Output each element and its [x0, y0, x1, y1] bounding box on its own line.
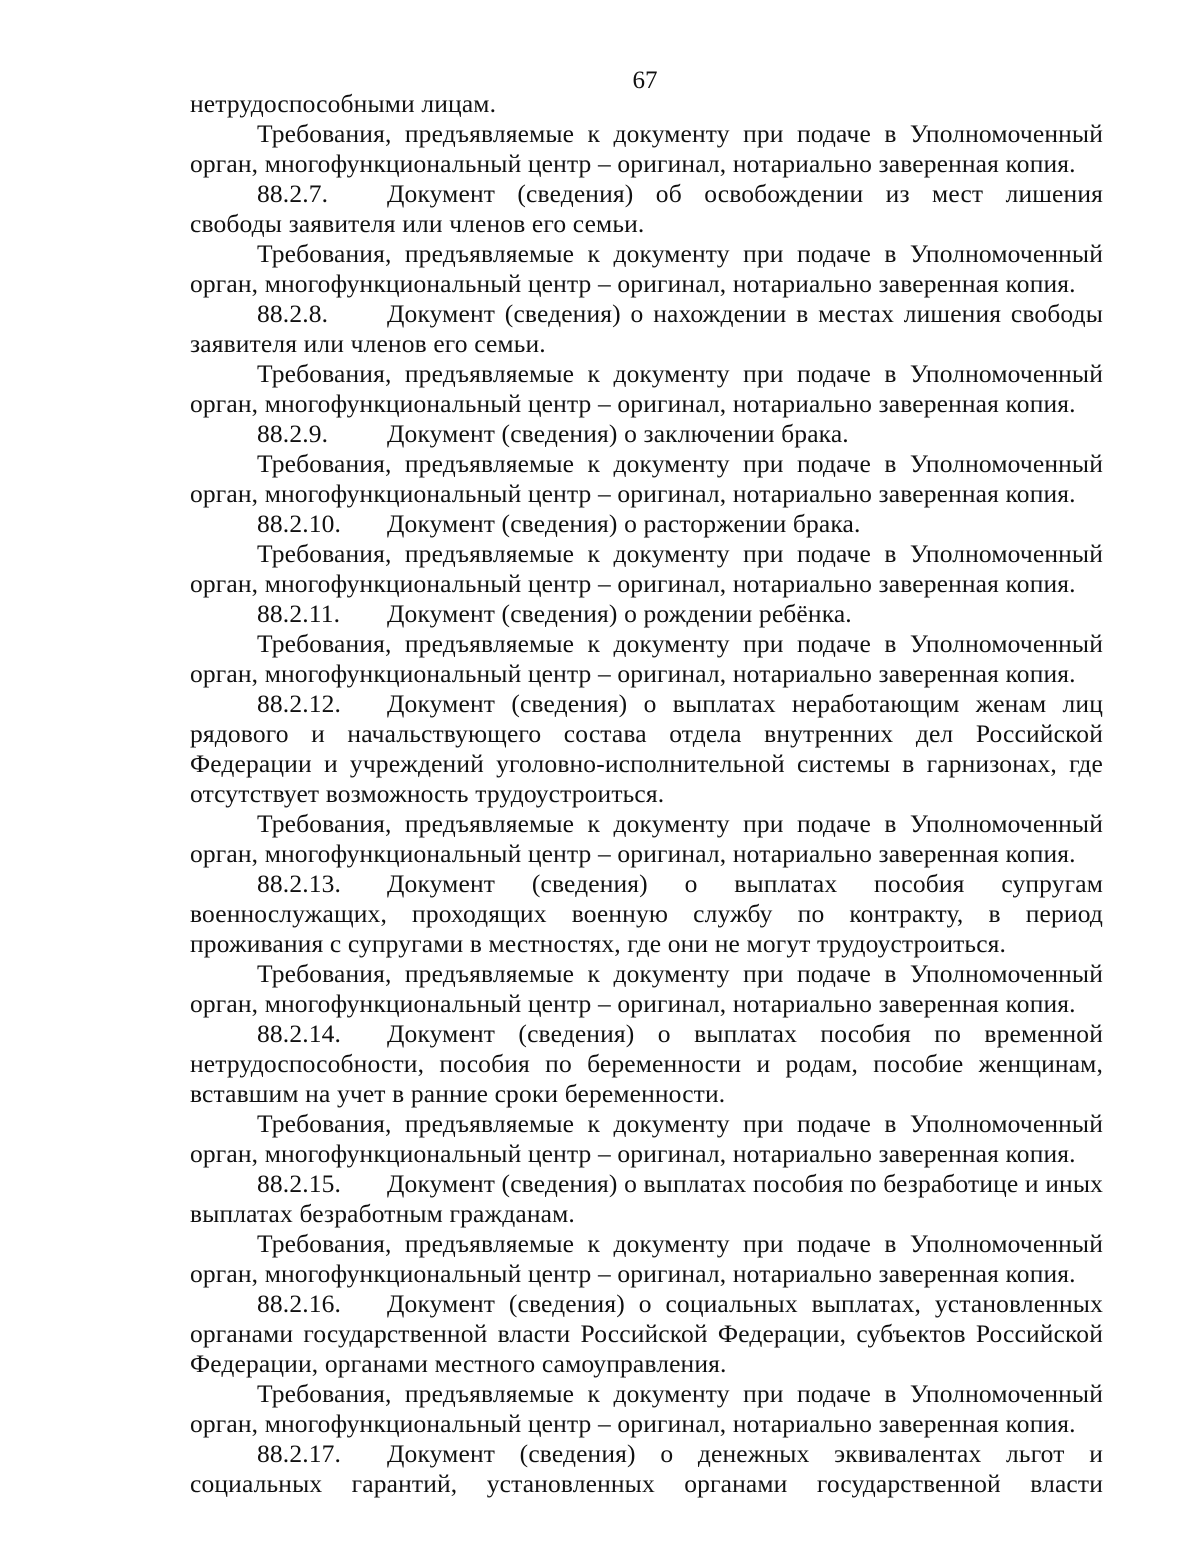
requirement-paragraph: Требования, предъявляемые к документу при подаче в Уполномоченный орган, многофункциональный центр – оригинал, нотариально заверенная копия.: [190, 539, 1103, 598]
item-text: Документ (сведения) о выплатах пособия супругам военнослужащих, проходящих военную службу по контракту, в период проживания с супругами в местностях, где они не могут трудоустроиться.: [190, 869, 1103, 958]
item-text: Документ (сведения) о социальных выплатах, установленных органами государственной власти Российской Федерации, субъектов Российской Федерации, органами местного самоуправления.: [190, 1289, 1103, 1378]
item-88-2-14: [190, 1019, 1103, 1109]
item-number: 88.2.9.: [257, 419, 329, 448]
requirement-paragraph: Требования, предъявляемые к документу при подаче в Уполномоченный орган, многофункциональный центр – оригинал, нотариально заверенная копия.: [190, 959, 1103, 1018]
requirement-paragraph: Требования, предъявляемые к документу при подаче в Уполномоченный орган, многофункциональный центр – оригинал, нотариально заверенная копия.: [190, 1379, 1103, 1438]
item-text: Документ (сведения) о нахождении в местах лишения свободы заявителя или членов его семьи.: [190, 299, 1103, 358]
requirement-paragraph: Требования, предъявляемые к документу при подаче в Уполномоченный орган, многофункциональный центр – оригинал, нотариально заверенная копия.: [190, 359, 1103, 418]
item-number: 88.2.16.: [257, 1289, 342, 1318]
item-number: 88.2.10.: [257, 509, 342, 538]
item-number: 88.2.14.: [257, 1019, 342, 1048]
requirement-paragraph: Требования, предъявляемые к документу при подаче в Уполномоченный орган, многофункциональный центр – оригинал, нотариально заверенная копия.: [190, 629, 1103, 688]
document-body: [190, 89, 1103, 1499]
item-88-2-10: [190, 509, 1103, 539]
item-number: 88.2.13.: [257, 869, 342, 898]
page-number: 67: [632, 67, 658, 94]
item-number: 88.2.12.: [257, 689, 342, 718]
requirement-paragraph: Требования, предъявляемые к документу при подаче в Уполномоченный орган, многофункциональный центр – оригинал, нотариально заверенная копия.: [190, 239, 1103, 298]
requirement-paragraph: Требования, предъявляемые к документу при подаче в Уполномоченный орган, многофункциональный центр – оригинал, нотариально заверенная копия.: [190, 809, 1103, 868]
item-number: 88.2.15.: [257, 1169, 342, 1198]
item-number: 88.2.8.: [257, 299, 329, 328]
item-text: Документ (сведения) о выплатах пособия по временной нетрудоспособности, пособия по беременности и родам, пособие женщинам, вставшим на учет в ранние сроки беременности.: [190, 1019, 1103, 1108]
item-88-2-15: [190, 1169, 1103, 1229]
item-88-2-12: [190, 689, 1103, 809]
item-text: Документ (сведения) о выплатах пособия по безработице и иных выплатах безработным гражданам.: [190, 1169, 1104, 1228]
item-88-2-17: [190, 1439, 1103, 1499]
item-number: 88.2.7.: [257, 179, 329, 208]
opening-line: нетрудоспособными лицам.: [190, 89, 497, 118]
item-number: 88.2.11.: [257, 599, 341, 628]
item-text: Документ (сведения) о заключении брака.: [387, 419, 849, 448]
requirement-paragraph: Требования, предъявляемые к документу при подаче в Уполномоченный орган, многофункциональный центр – оригинал, нотариально заверенная копия.: [190, 1229, 1103, 1288]
requirement-paragraph: Требования, предъявляемые к документу при подаче в Уполномоченный орган, многофункциональный центр – оригинал, нотариально заверенная копия.: [190, 119, 1103, 178]
item-88-2-16: [190, 1289, 1103, 1379]
item-88-2-9: [190, 419, 1103, 449]
item-text: Документ (сведения) об освобождении из мест лишения свободы заявителя или членов его семьи.: [190, 179, 1103, 238]
item-text: Документ (сведения) о выплатах неработающим женам лиц рядового и начальствующего состава отдела внутренних дел Российской Федерации и учреждений уголовно-исполнительной системы в гарнизонах, где отсутствует возможность трудоустроиться.: [190, 689, 1103, 808]
item-88-2-11: [190, 599, 1103, 629]
item-number: 88.2.17.: [257, 1439, 342, 1468]
item-text: Документ (сведения) о расторжении брака.: [387, 509, 861, 538]
requirement-paragraph: Требования, предъявляемые к документу при подаче в Уполномоченный орган, многофункциональный центр – оригинал, нотариально заверенная копия.: [190, 1109, 1103, 1168]
item-88-2-8: [190, 299, 1103, 359]
item-text: Документ (сведения) о денежных эквивалентах льгот и социальных гарантий, установленных органами государственной власти: [190, 1439, 1103, 1498]
item-88-2-13: [190, 869, 1103, 959]
requirement-paragraph: Требования, предъявляемые к документу при подаче в Уполномоченный орган, многофункциональный центр – оригинал, нотариально заверенная копия.: [190, 449, 1103, 508]
item-text: Документ (сведения) о рождении ребёнка.: [387, 599, 852, 628]
item-88-2-7: [190, 179, 1103, 239]
